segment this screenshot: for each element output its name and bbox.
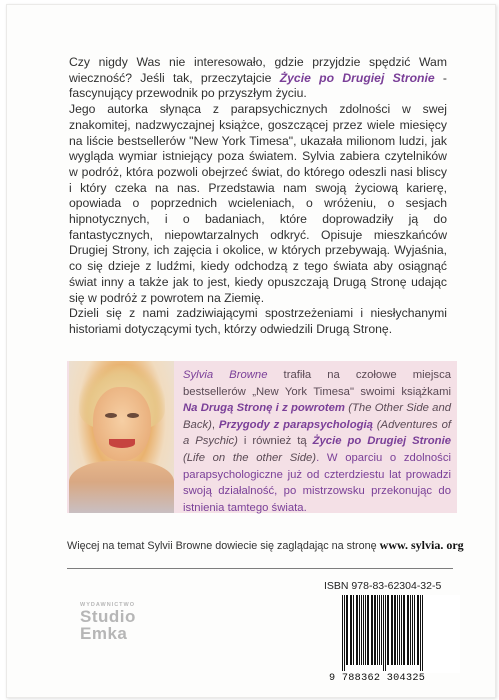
author-book-1: Na Drugą Stronę i z powrotem <box>183 402 345 415</box>
author-bio <box>183 367 451 516</box>
author-box <box>67 361 457 513</box>
author-photo <box>69 361 174 513</box>
blurb-paragraph-3: Dzieli się z nami zadziwiającymi spostrzeżeniami i niesłychanymi historiami dotyczącymi tych, którzy odwiedzili Drugą Stronę. <box>69 306 447 336</box>
barcode-bar <box>381 595 382 665</box>
barcode-bar <box>401 595 402 665</box>
author-name: Sylvia Browne <box>183 369 268 381</box>
barcode-bar <box>379 595 380 665</box>
author-book-2: Przygody z parapsychologią <box>218 418 373 431</box>
barcode-bar <box>399 595 400 665</box>
barcode-bar <box>397 595 398 665</box>
barcode-bar <box>353 595 354 665</box>
author-book-3: Życie po Drugiej Stronie <box>312 435 451 448</box>
author-bio-text-1: trafiła na czołowe miejsca bestsellerów „New York Timesa" swoimi książkami <box>183 369 452 398</box>
barcode-bar <box>412 595 413 665</box>
publisher-logo-small: WYDAWNICTWO <box>80 602 135 608</box>
barcode-bar <box>403 595 405 665</box>
barcode-bar <box>363 595 364 665</box>
barcode-bar <box>422 595 423 671</box>
publisher-logo-line-1: Studio <box>80 607 136 626</box>
author-book-1-original: (The Other Side and Back) <box>183 402 452 431</box>
barcode-bar <box>391 595 393 665</box>
divider <box>67 568 453 569</box>
barcode-bar <box>367 595 369 665</box>
isbn-label: ISBN 978-83-62304-32-5 <box>324 580 442 592</box>
author-bio-text-4: . W oparciu o zdolności parapsychologiczne już od czterdziestu lat prowadzi swoją działalność, po mistrzowsku przekonując do istnienia tamtego świata. <box>183 451 451 514</box>
barcode-bar <box>371 595 373 665</box>
barcode-bar <box>350 595 352 665</box>
barcode-bar <box>414 595 415 665</box>
author-bio-text-3: i również tą <box>237 435 313 448</box>
barcode-bar <box>394 595 396 665</box>
barcode-bar <box>342 595 343 671</box>
publisher-logo <box>80 602 140 642</box>
barcode-bar <box>344 595 345 671</box>
blurb-paragraph-1 <box>69 55 447 102</box>
author-book-3-original: (Life on the other Side) <box>183 451 317 464</box>
barcode-bar <box>407 595 409 665</box>
blurb-p1-text: Czy nigdy Was nie interesowało, gdzie przyjdzie spędzić Wam wieczność? Jeśli tak, przeczytajcie <box>69 55 447 85</box>
back-cover <box>6 4 496 698</box>
barcode-bar <box>420 595 421 671</box>
blurb-p1-tail: - fascynujący przewodnik po przyszłym życiu. <box>69 70 447 101</box>
barcode-bar <box>377 595 378 665</box>
cover-blurb <box>69 55 447 338</box>
barcode-bar <box>361 595 362 665</box>
more-info-text: Więcej na temat Sylvii Browne dowiecie się zaglądając na stronę <box>67 540 380 552</box>
barcode-bar <box>346 595 348 665</box>
barcode-bar <box>365 595 366 665</box>
barcode-graphic <box>340 595 460 673</box>
barcode-bar <box>383 595 384 671</box>
author-bio-text-2: , <box>211 418 219 431</box>
barcode-bar <box>410 595 411 665</box>
more-info-line <box>67 538 467 553</box>
barcode-bar <box>359 595 360 665</box>
barcode <box>340 595 460 673</box>
publisher-logo-line-2: Emka <box>80 624 128 643</box>
website-link[interactable]: www. sylvia. org <box>379 538 464 552</box>
barcode-bar <box>374 595 376 665</box>
author-book-2-original: (Adventures of a Psychic) <box>183 418 451 448</box>
barcode-bar <box>385 595 386 671</box>
blurb-paragraph-2: Jego autorka słynąca z parapsychicznych zdolności w swej znakomitej, nadzwyczajnej książce, goszczącej przez wiele miesięcy na liście bestsellerów "New York Timesa", ukazała milionom ludzi, jak wygląda wymiar istniejący poza światem. Sylvia zabiera czytelników w podróż, która pozwoli obejrzeć świat, do którego odeszli nasi bliscy i który czeka na nas. Przedstawia nam swoją życiową karierę, opowiada o poprzednich wcieleniach, o wróżeniu, o sesjach hipnotycznych, i o badaniach, które doprowadziły ją do fantastycznych, niepowtarzalnych odkryć. Opisuje mieszkańców Drugiej Strony, ich zajęcia i okolice, w których przebywają. Wyjaśnia, co się dzieje z ludźmi, kiedy odchodzą z tego świata aby osiągnąć świat inny a także jak to jest, kiedy opuszczają Drugą Stronę udając się w podróż z powrotem na Ziemię. <box>69 102 447 305</box>
barcode-digits: 9 788362 304325 <box>329 673 426 684</box>
barcode-bar <box>387 595 389 665</box>
blurb-book-title: Życie po Drugiej Stronie <box>279 70 435 85</box>
barcode-bar <box>356 595 358 665</box>
barcode-bar <box>417 595 419 665</box>
